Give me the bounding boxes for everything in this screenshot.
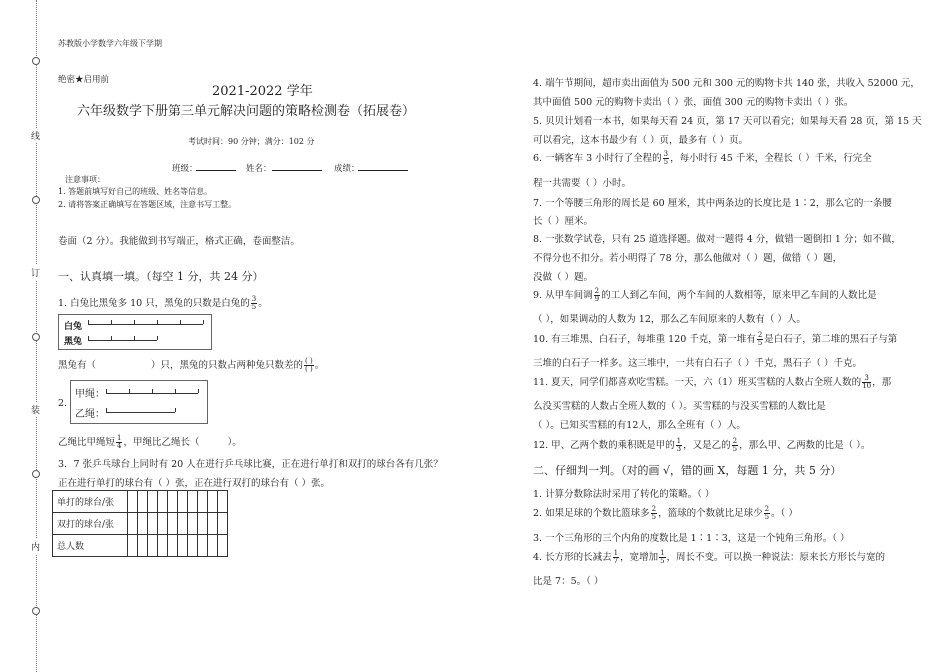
- question-4-line-1: 4. 端午节期间，超市卖出面值为 500 元和 300 元的购物卡共 140 张，共收入 52000 元，: [533, 78, 920, 89]
- table-cell[interactable]: [138, 535, 148, 557]
- segment-tick: [157, 320, 158, 324]
- fraction: $\frac{3}{5}$: [663, 150, 669, 166]
- binding-margin: [0, 0, 50, 672]
- table-cell[interactable]: [138, 491, 148, 513]
- exam-title: 六年级数学下册第三单元解决问题的策略检测卷（拓展卷）: [77, 104, 416, 119]
- segment-tick: [129, 389, 130, 393]
- rope-yi-label: 乙绳：: [75, 409, 105, 420]
- table-cell[interactable]: [168, 513, 178, 535]
- question-3-answer: 正在进行单打的球台有（ ）张，正在进行双打的球台有（ ）张。: [58, 478, 331, 489]
- segment-tick: [203, 320, 204, 324]
- fraction: $\frac{1}{7}$: [613, 549, 619, 565]
- secret-mark: 绝密★启用前: [58, 75, 110, 85]
- fraction: $\frac{1}{3}$: [676, 437, 682, 453]
- segment-tick: [88, 336, 89, 340]
- fraction: $\frac{3}{10}$: [862, 374, 872, 390]
- fraction: $\frac{2}{5}$: [764, 505, 770, 521]
- segment-tick: [111, 320, 112, 324]
- question-9-line-2: （ ），如果调动的人数为 12，那么乙车间原来的人数有（ ）人。: [533, 314, 806, 325]
- notes-title: 注意事项：: [65, 175, 105, 184]
- table-cell[interactable]: [218, 535, 228, 557]
- top-note: 苏教版小学数学六年级下学期: [58, 39, 162, 48]
- fraction: $\frac{2}{5}$: [757, 331, 763, 347]
- note-2: 2. 请将答案正确填写在答题区域，注意书写工整。: [58, 200, 237, 209]
- question-1-text: 1. 白兔比黑兔多 10 只，黑兔的只数是白兔的: [58, 298, 250, 309]
- question-7-line-1: 7. 一个等腰三角形的周长是 60 厘米，其中两条边的长度比是 1∶2，那么它的一条腰: [533, 198, 892, 209]
- table-cell[interactable]: [198, 513, 208, 535]
- exam-info: 考试时间：90 分钟；满分：102 分: [188, 137, 315, 146]
- question-10-line-1: 10. 有三堆黑、白石子，每堆重 120 千克，第一堆有 $\frac{2}{5}$ 是白石子，第二堆的黑石子与第: [533, 331, 898, 347]
- binding-hole: [32, 470, 40, 478]
- question-2-text: 乙绳比甲绳短 $\frac{1}{4}$ ，甲绳比乙绳长（ ）。: [58, 434, 242, 450]
- segment-tick: [134, 320, 135, 324]
- judge-1: 1. 计算分数除法时采用了转化的策略。（ ）: [533, 489, 715, 500]
- class-field[interactable]: [196, 161, 236, 171]
- question-1: 1. 白兔比黑兔多 10 只，黑兔的只数是白兔的 $\frac{3}{5}$ 。: [58, 295, 268, 311]
- table-row: [53, 513, 228, 535]
- table-cell[interactable]: [208, 513, 218, 535]
- question-1-answer: 黑兔有（ ）只，黑兔的只数占两种兔只数差的 $\frac{( )}{( )}$ 。: [58, 357, 325, 373]
- table-cell[interactable]: [178, 513, 188, 535]
- note-1: 1. 答题前填写好自己的班级、姓名等信息。: [58, 187, 213, 196]
- table-cell[interactable]: [208, 491, 218, 513]
- rope-yi-segment: [106, 412, 175, 413]
- score-label: 成绩：: [334, 164, 360, 174]
- binding-char-ding: 订: [31, 265, 40, 280]
- segment-tick: [152, 389, 153, 393]
- binding-hole: [32, 57, 40, 65]
- segment-tick: [175, 389, 176, 393]
- binding-char-zhuang: 装: [31, 402, 40, 417]
- fraction: $\frac{3}{5}$: [251, 295, 257, 311]
- judge-4-line-2: 比是 7：5。（ ）: [533, 576, 604, 587]
- answer-fraction: $\frac{( )}{( )}$: [305, 357, 313, 373]
- table-cell[interactable]: [158, 513, 168, 535]
- question-11-line-1: 11. 夏天，同学们都喜欢吃雪糕。一天，六（1）班买雪糕的人数占全班人数的 $\frac{3}{10}$ ，那: [533, 374, 892, 390]
- section-2-title: 二、仔细判一判。（对的画 √，错的画 X，每题 1 分，共 5 分）: [533, 464, 842, 477]
- question-6-line-1: 6. 一辆客车 3 小时行了全程的 $\frac{3}{5}$ ，每小时行 45 千米，全程长（ ）千米，行完全: [533, 150, 872, 166]
- segment-tick: [134, 336, 135, 340]
- neatness-note: 卷面（2 分）。我能做到书写端正，格式正确，卷面整洁。: [58, 236, 300, 247]
- ping-pong-table: [52, 490, 228, 557]
- table-cell[interactable]: [208, 535, 218, 557]
- black-rabbit-label: 黑兔: [64, 337, 83, 347]
- class-label: 班级：: [172, 164, 198, 174]
- judge-2: 2. 如果足球的个数比篮球多 $\frac{2}{5}$ ，篮球的个数就比足球少 $\frac{2}{5}$ 。（ ）: [533, 505, 798, 521]
- question-7-line-2: 长（ ）厘米。: [533, 216, 594, 227]
- score-field[interactable]: [358, 161, 408, 171]
- binding-char-xian: 线: [31, 128, 40, 143]
- table-row: [53, 491, 228, 513]
- question-10-line-2: 三堆的白石子一样多。这三堆中，一共有白石子（ ）千克，黑石子（ ）千克。: [533, 358, 863, 369]
- binding-hole: [32, 333, 40, 341]
- segment-tick: [157, 336, 158, 340]
- question-4-line-2: 其中面值 500 元的购物卡卖出（ ）张，面值 300 元的购物卡卖出（ ）张。: [533, 97, 854, 108]
- question-3-text: 3．7 张乒乓球台上同时有 20 人在进行乒乓球比赛，正在进行单打和双打的球台各有几张？: [58, 459, 443, 470]
- table-cell[interactable]: [218, 491, 228, 513]
- segment-tick: [198, 389, 199, 393]
- binding-char-nei: 内: [31, 539, 40, 554]
- table-cell[interactable]: [128, 513, 138, 535]
- rope-jia-segment: [106, 393, 198, 394]
- segment-tick: [180, 320, 181, 324]
- binding-hole: [32, 196, 40, 204]
- question-11-line-3: （ ）。已知买雪糕的有12人，那么全班有（ ）人。: [533, 420, 746, 431]
- segment-tick: [88, 320, 89, 324]
- table-cell[interactable]: [188, 535, 198, 557]
- row-label: 单打的球台/张: [53, 491, 128, 513]
- table-cell[interactable]: [198, 491, 208, 513]
- segment-tick: [106, 408, 107, 412]
- table-cell[interactable]: [128, 535, 138, 557]
- table-cell[interactable]: [158, 491, 168, 513]
- table-cell[interactable]: [138, 513, 148, 535]
- table-cell[interactable]: [178, 535, 188, 557]
- fraction: $\frac{2}{5}$: [651, 505, 657, 521]
- section-1-title: 一、认真填一填。（每空 1 分，共 24 分）: [58, 270, 264, 283]
- question-5-line-2: 可以看完，这本书最少有（ ）页，最多有（ ）页。: [533, 135, 749, 146]
- segment-tick: [175, 408, 176, 412]
- white-rabbit-segment: [88, 324, 203, 325]
- table-row: [53, 535, 228, 557]
- table-cell[interactable]: [168, 491, 178, 513]
- row-label: 双打的球台/张: [53, 513, 128, 535]
- question-11-line-2: 么没买雪糕的人数占全班人数的（ ）。买雪糕的与没买雪糕的人数比是: [533, 401, 826, 412]
- fraction: $\frac{1}{4}$: [117, 434, 122, 450]
- table-cell[interactable]: [158, 535, 168, 557]
- fraction: $\frac{1}{5}$: [660, 549, 665, 565]
- table-cell[interactable]: [188, 513, 198, 535]
- table-cell[interactable]: [128, 491, 138, 513]
- name-label: 姓名：: [246, 164, 272, 174]
- segment-tick: [111, 336, 112, 340]
- rope-jia-label: 甲绳：: [75, 389, 105, 400]
- white-rabbit-label: 白兔: [64, 322, 83, 332]
- table-cell[interactable]: [218, 513, 228, 535]
- question-6-line-2: 程一共需要（ ）小时。: [533, 178, 632, 189]
- table-cell[interactable]: [148, 535, 158, 557]
- table-cell[interactable]: [168, 535, 178, 557]
- fraction: $\frac{2}{5}$: [732, 437, 738, 453]
- table-cell[interactable]: [148, 491, 158, 513]
- question-2-number: 2.: [58, 398, 68, 409]
- table-cell[interactable]: [198, 535, 208, 557]
- segment-tick: [106, 389, 107, 393]
- row-label: 总人数: [53, 535, 128, 557]
- question-8-line-2: 不得分也不扣分。若小明得了 78 分，那么他做对（ ）题，做错（ ）题，: [533, 253, 843, 264]
- table-cell[interactable]: [188, 491, 198, 513]
- judge-4-line-1: 4. 长方形的长减去 $\frac{1}{7}$ ，宽增加 $\frac{1}{5}$ ，周长不变。可以换一种说法：原来长方形长与宽的: [533, 549, 886, 565]
- fraction: $\frac{2}{9}$: [594, 287, 600, 303]
- table-cell[interactable]: [178, 491, 188, 513]
- table-cell[interactable]: [148, 513, 158, 535]
- exam-year: 2021-2022 学年: [212, 84, 313, 99]
- question-9-line-1: 9. 从甲车间调 $\frac{2}{9}$ 的工人到乙车间，两个车间的人数相等，原来甲乙车间的人数比是: [533, 287, 877, 303]
- black-rabbit-segment: [88, 340, 157, 341]
- name-field[interactable]: [272, 161, 322, 171]
- question-12: 12. 甲、乙两个数的乘积既是甲的 $\frac{1}{3}$ ，又是乙的 $\frac{2}{5}$ ，那么甲、乙两数的比是（ ）。: [533, 437, 871, 453]
- binding-hole: [32, 607, 40, 615]
- judge-3: 3. 一个三角形的三个内角的度数比是 1∶1∶3，这是一个钝角三角形。（ ）: [533, 533, 850, 544]
- question-8-line-3: 没做（ ）题。: [533, 272, 594, 283]
- question-5-line-1: 5. 贝贝计划看一本书，如果每天看 24 页，第 17 天可以看完；如果每天看 28 页，第 15 天: [533, 116, 922, 127]
- question-8-line-1: 8. 一张数学试卷，只有 25 道选择题。做对一题得 4 分，做错一题倒扣 1 分；如不做，: [533, 234, 901, 245]
